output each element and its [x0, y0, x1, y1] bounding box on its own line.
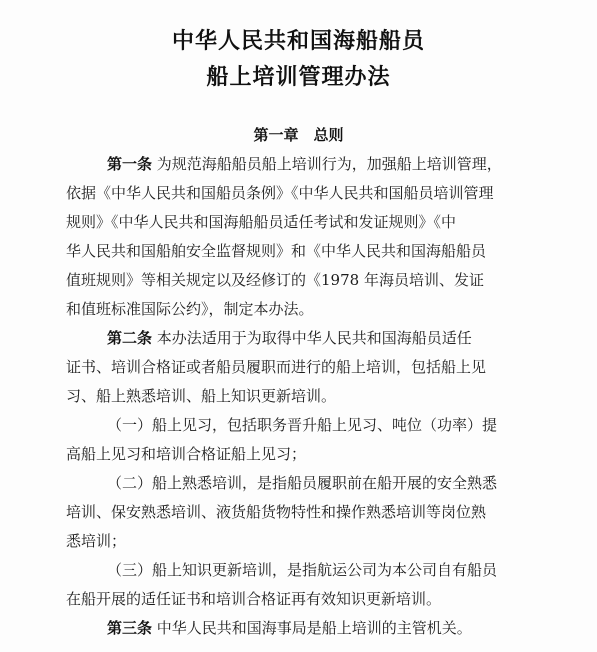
text-line [66, 503, 486, 521]
text-line [66, 387, 336, 405]
line-text: 为规范海船船员船上培训行为，加强船上培训管理， [152, 155, 502, 173]
document-title-line2: 船上培训管理办法 [206, 65, 391, 90]
chapter-heading: 第一章 总则 [253, 126, 344, 144]
text-line [107, 155, 502, 173]
line-text: 在船开展的适任证书和培训合格证再有效知识更新培训。 [66, 590, 442, 608]
text-line [66, 445, 306, 463]
article-number: 第一条 [107, 155, 153, 173]
text-line [107, 474, 497, 492]
text-line [107, 329, 472, 347]
line-text: 规则》《中华人民共和国海船船员适任考试和发证规则》《中 [66, 213, 457, 231]
line-text: 和值班标准国际公约》，制定本办法。 [66, 300, 314, 318]
text-line [66, 300, 314, 318]
text-line [66, 213, 456, 231]
document-title-line1: 中华人民共和国海船船员 [171, 29, 425, 54]
line-text: （三）船上知识更新培训，是指航运公司为本公司自有船员 [107, 561, 498, 579]
text-line [107, 619, 472, 637]
text-line [66, 184, 494, 202]
text-line [66, 271, 484, 289]
text-line [66, 532, 126, 550]
line-text: 悉培训； [66, 532, 127, 550]
text-line [107, 416, 497, 434]
line-text: 依据《中华人民共和国船员条例》《中华人民共和国船员培训管理 [66, 184, 494, 202]
line-text: 高船上见习和培训合格证船上见习； [66, 445, 307, 463]
text-line [66, 358, 486, 376]
line-text: （一）船上见习，包括职务晋升船上见习、吨位（功率）提 [107, 416, 498, 434]
article-number: 第二条 [107, 329, 153, 347]
text-line [107, 561, 497, 579]
text-line [66, 590, 441, 608]
text-line [66, 242, 486, 260]
article-number: 第三条 [107, 619, 153, 637]
line-text: 中华人民共和国海事局是船上培训的主管机关。 [152, 619, 472, 637]
line-text: 值班规则》等相关规定以及经修订的《1978 年海员培训、发证 [66, 271, 484, 289]
line-text: 本办法适用于为取得中华人民共和国海船员适任 [152, 329, 472, 347]
line-text: 华人民共和国船舶安全监督规则》和《中华人民共和国海船船员 [66, 242, 487, 260]
line-text: 习、船上熟悉培训、船上知识更新培训。 [66, 387, 337, 405]
line-text: 培训、保安熟悉培训、液货船货物特性和操作熟悉培训等岗位熟 [66, 503, 487, 521]
line-text: （二）船上熟悉培训，是指船员履职前在船开展的安全熟悉 [107, 474, 498, 492]
line-text: 证书、培训合格证或者船员履职而进行的船上培训，包括船上见 [66, 358, 487, 376]
